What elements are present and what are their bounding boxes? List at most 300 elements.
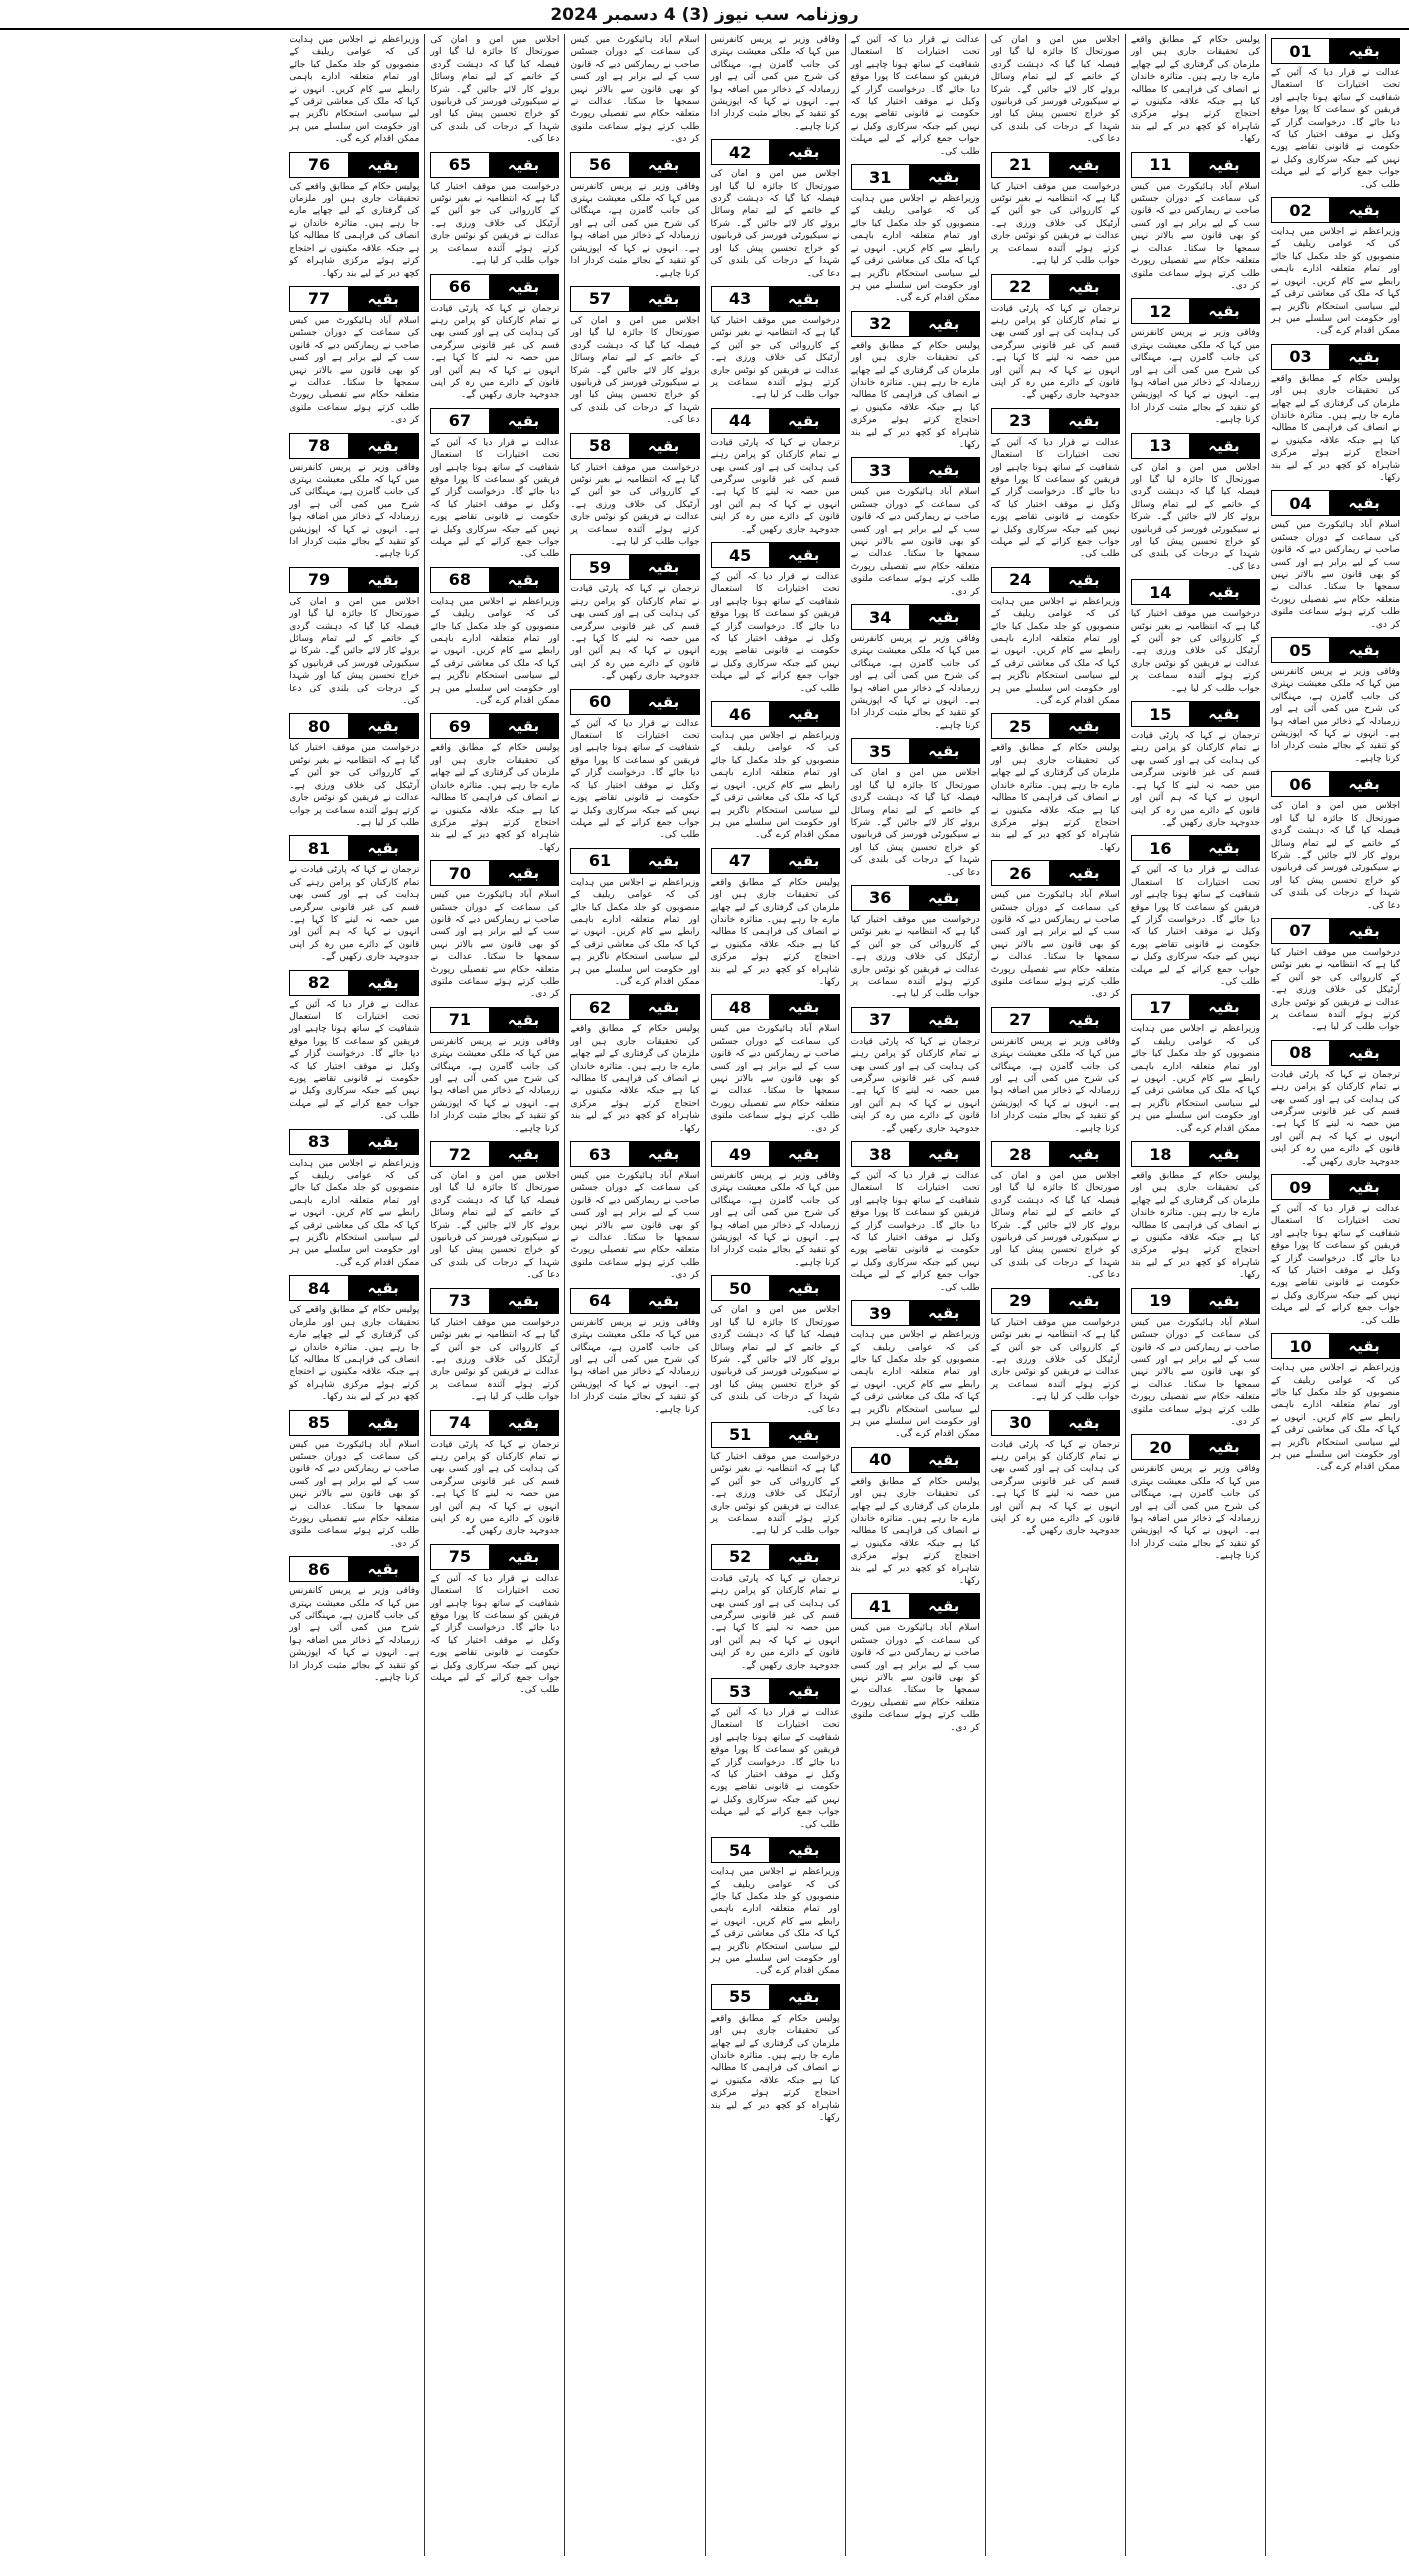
baqiya-tag [289,286,419,312]
baqiya-label: بقیہ [1049,153,1119,177]
continuation-text: درخواست میں موقف اختیار کیا گیا ہے کہ انتظامیہ نے بغیر نوٹس کے کارروائی کی جو آئین کے آرٹیکل کی خلاف ورزی ہے۔ عدالت نے فریقین کو نوٹس جاری کرتے ہوئے آئندہ سماعت پر جواب طلب کر لیا ہے۔ [710,1451,840,1537]
continuation-text: پولیس حکام کے مطابق واقعے کی تحقیقات جاری ہیں اور ملزمان کی گرفتاری کے لیے چھاپے مارے جا رہے ہیں۔ متاثرہ خاندان نے انصاف کی فراہمی کا مطالبہ کیا ہے جبکہ علاقہ مکینوں نے احتجاج کرتے ہوئے مرکزی شاہراہ کو کچھ دیر کے لیے بند رکھا۔ [1130,35,1260,145]
baqiya-label: بقیہ [348,971,418,995]
baqiya-tag [430,1288,559,1314]
continuation-number: 59 [571,555,628,579]
baqiya-label: بقیہ [348,568,418,592]
continuation-text: وفاقی وزیر نے پریس کانفرنس میں کہا کہ ملکی معیشت بہتری کی جانب گامزن ہے، مہنگائی کی شرح میں کمی آئی ہے اور زرمبادلہ کے ذخائر میں اضافہ ہوا ہے۔ انہوں نے کہا کہ اپوزیشن کو تنقید کے بجائے مثبت کردار ادا کرنا چاہیے۔ [710,35,840,132]
baqiya-tag [711,408,840,434]
continuation-text: اسلام آباد ہائیکورٹ میں کیس کی سماعت کے دوران جسٹس صاحب نے ریمارکس دیے کہ قانون سب کے لیے برابر ہے اور کسی کو بھی قانون سے بالاتر نہیں سمجھا جا سکتا۔ عدالت نے متعلقہ حکام سے تفصیلی رپورٹ طلب کرتے ہوئے سماعت ملتوی کر دی۔ [1130,181,1260,291]
continuation-text: وفاقی وزیر نے پریس کانفرنس میں کہا کہ ملکی معیشت بہتری کی جانب گامزن ہے، مہنگائی کی شرح میں کمی آئی ہے اور زرمبادلہ کے ذخائر میں اضافہ ہوا ہے۔ انہوں نے کہا کہ اپوزیشن کو تنقید کے بجائے مثبت کردار ادا کرنا چاہیے۔ [1270,667,1400,764]
continuation-number: 49 [712,1142,769,1166]
baqiya-tag [991,1288,1120,1314]
continuation-block [289,282,419,427]
continuation-block [991,148,1120,268]
baqiya-label: بقیہ [1189,434,1259,458]
baqiya-label: بقیہ [1049,714,1119,738]
continuation-block [430,709,559,854]
continuation-text: اسلام آباد ہائیکورٹ میں کیس کی سماعت کے دوران جسٹس صاحب نے ریمارکس دیے کہ قانون سب کے لیے برابر ہے اور کسی کو بھی قانون سے بالاتر نہیں سمجھا جا سکتا۔ عدالت نے متعلقہ حکام سے تفصیلی رپورٹ طلب کرتے ہوئے سماعت ملتوی کر دی۔ [430,890,560,1000]
continuation-number: 82 [290,971,348,995]
baqiya-label: بقیہ [348,1130,418,1154]
continuation-block [1131,1284,1260,1429]
continuation-number: 07 [1272,919,1329,943]
continuation-block [289,966,419,1123]
continuation-number: 56 [571,153,628,177]
continuation-text: درخواست میں موقف اختیار کیا گیا ہے کہ انتظامیہ نے بغیر نوٹس کے کارروائی کی جو آئین کے آرٹیکل کی خلاف ورزی ہے۔ عدالت نے فریقین کو نوٹس جاری کرتے ہوئے آئندہ سماعت پر جواب طلب کر لیا ہے۔ [430,181,560,267]
baqiya-tag [289,567,419,593]
continuation-text: درخواست میں موقف اختیار کیا گیا ہے کہ انتظامیہ نے بغیر نوٹس کے کارروائی کی جو آئین کے آرٹیکل کی خلاف ورزی ہے۔ عدالت نے فریقین کو نوٹس جاری کرتے ہوئے آئندہ سماعت پر جواب طلب کر لیا ہے۔ [1130,609,1260,694]
baqiya-label: بقیہ [1329,198,1399,222]
baqiya-label: بقیہ [1329,1041,1399,1065]
continuation-block [570,685,699,842]
continuation-number: 46 [712,702,769,726]
baqiya-tag [711,286,840,312]
continuation-text: وزیراعظم نے اجلاس میں ہدایت کی کہ عوامی ریلیف کے منصوبوں کو جلد مکمل کیا جائے اور تمام متعلقہ ادارے باہمی رابطے سے کام کریں۔ انہوں نے کہا کہ ملک کی معاشی ترقی کے لیے سیاسی استحکام ناگزیر ہے اور حکومت اس سلسلے میں ہر ممکن اقدام کرے گی۔ [710,731,840,841]
continuation-text: ترجمان نے کہا کہ پارٹی قیادت نے تمام کارکنان کو پرامن رہنے کی ہدایت کی ہے اور کسی بھی قسم کی غیر قانونی سرگرمی میں حصہ نہ لینے کا کہا ہے۔ انہوں نے کہا کہ ہم آئین اور قانون کے دائرے میں رہ کر اپنی جدوجہد جاری رکھیں گے۔ [710,437,840,535]
continuation-block [1271,1170,1400,1327]
continuation-block [430,270,559,402]
continuation-text: اسلام آباد ہائیکورٹ میں کیس کی سماعت کے دوران جسٹس صاحب نے ریمارکس دیے کہ قانون سب کے لیے برابر ہے اور کسی کو بھی قانون سے بالاتر نہیں سمجھا جا سکتا۔ عدالت نے متعلقہ حکام سے تفصیلی رپورٹ طلب کرتے ہوئے سماعت ملتوی کر دی۔ [990,890,1120,1000]
continuation-number: 58 [571,434,628,458]
continuation-text: عدالت نے قرار دیا کہ آئین کے تحت اختیارات کا استعمال شفافیت کے ساتھ ہونا چاہیے اور فریقین کو سماعت کا پورا موقع دیا جائے گا۔ درخواست گزار کے وکیل نے موقف اختیار کیا کہ حکومت نے قانونی تقاضے پورے نہیں کیے جبکہ سرکاری وکیل نے جواب جمع کرانے کے لیے مہلت طلب کی۔ [430,437,560,560]
continuation-text: وفاقی وزیر نے پریس کانفرنس میں کہا کہ ملکی معیشت بہتری کی جانب گامزن ہے، مہنگائی کی شرح میں کمی آئی ہے اور زرمبادلہ کے ذخائر میں اضافہ ہوا ہے۔ انہوں نے کہا کہ اپوزیشن کو تنقید کے بجائے مثبت کردار ادا کرنا چاہیے۔ [289,462,420,560]
continuation-text: اسلام آباد ہائیکورٹ میں کیس کی سماعت کے دوران جسٹس صاحب نے ریمارکس دیے کہ قانون سب کے لیے برابر ہے اور کسی کو بھی قانون سے بالاتر نہیں سمجھا جا سکتا۔ عدالت نے متعلقہ حکام سے تفصیلی رپورٹ طلب کرتے ہوئے سماعت ملتوی کر دی۔ [289,315,420,426]
continuation-text: درخواست میں موقف اختیار کیا گیا ہے کہ انتظامیہ نے بغیر نوٹس کے کارروائی کی جو آئین کے آرٹیکل کی خلاف ورزی ہے۔ عدالت نے فریقین کو نوٹس جاری کرتے ہوئے آئندہ سماعت پر جواب طلب کر لیا ہے۔ [990,1317,1120,1403]
continuation-text: اسلام آباد ہائیکورٹ میں کیس کی سماعت کے دوران جسٹس صاحب نے ریمارکس دیے کہ قانون سب کے لیے برابر ہے اور کسی کو بھی قانون سے بالاتر نہیں سمجھا جا سکتا۔ عدالت نے متعلقہ حکام سے تفصیلی رپورٹ طلب کرتے ہوئے سماعت ملتوی کر دی۔ [570,35,700,145]
continuation-number: 67 [431,409,488,433]
continuation-text: پولیس حکام کے مطابق واقعے کی تحقیقات جاری ہیں اور ملزمان کی گرفتاری کے لیے چھاپے مارے جا رہے ہیں۔ متاثرہ خاندان نے انصاف کی فراہمی کا مطالبہ کیا ہے جبکہ علاقہ مکینوں نے احتجاج کرتے ہوئے مرکزی شاہراہ کو کچھ دیر کے لیے بند رکھا۔ [710,2013,840,2123]
continuation-block [1271,1329,1400,1474]
continuation-number: 26 [992,861,1049,885]
continuation-number: 01 [1272,39,1329,63]
continuation-block [570,429,699,549]
baqiya-label: بقیہ [1189,836,1259,860]
continuation-block [851,881,980,1001]
continuation-block [289,563,419,708]
continuation-block [430,563,559,708]
continuation-number: 83 [290,1130,348,1154]
baqiya-tag [711,1678,840,1704]
continuation-block [851,1137,980,1294]
continuation-number: 14 [1132,580,1189,604]
news-column [845,34,985,2556]
continuation-number: 60 [571,690,628,714]
baqiya-label: بقیہ [1049,568,1119,592]
continuation-block [711,1271,840,1416]
continuation-text: وزیراعظم نے اجلاس میں ہدایت کی کہ عوامی ریلیف کے منصوبوں کو جلد مکمل کیا جائے اور تمام متعلقہ ادارے باہمی رابطے سے کام کریں۔ انہوں نے کہا کہ ملک کی معاشی ترقی کے لیے سیاسی استحکام ناگزیر ہے اور حکومت اس سلسلے میں ہر ممکن اقدام کرے گی۔ [289,1158,420,1268]
continuation-text: اجلاس میں امن و امان کی صورتحال کا جائزہ لیا گیا اور فیصلہ کیا گیا کہ دہشت گردی کے خاتمے کے لیے تمام وسائل بروئے کار لائے جائیں گے۔ شرکا نے سیکیورٹی فورسز کی قربانیوں کو خراج تحسین پیش کیا اور شہدا کے درجات کی بلندی کی دعا کی۔ [710,169,840,279]
continuation-block [289,831,419,963]
continuation-block [430,34,559,146]
continuation-number: 79 [290,568,348,592]
continuation-number: 45 [712,543,769,567]
news-column [705,34,845,2556]
continuation-number: 70 [431,861,488,885]
continuation-block [1131,575,1260,695]
baqiya-label: بقیہ [1189,702,1259,726]
continuation-block [1131,1137,1260,1282]
baqiya-tag [711,848,840,874]
continuation-number: 42 [712,140,769,164]
continuation-number: 12 [1132,299,1189,323]
continuation-text: وفاقی وزیر نے پریس کانفرنس میں کہا کہ ملکی معیشت بہتری کی جانب گامزن ہے، مہنگائی کی شرح میں کمی آئی ہے اور زرمبادلہ کے ذخائر میں اضافہ ہوا ہے۔ انہوں نے کہا کہ اپوزیشن کو تنقید کے بجائے مثبت کردار ادا کرنا چاہیے۔ [710,1171,840,1268]
continuation-block [430,856,559,1001]
continuation-number: 76 [290,153,348,177]
baqiya-label: بقیہ [1189,1142,1259,1166]
continuation-text: اسلام آباد ہائیکورٹ میں کیس کی سماعت کے دوران جسٹس صاحب نے ریمارکس دیے کہ قانون سب کے لیے برابر ہے اور کسی کو بھی قانون سے بالاتر نہیں سمجھا جا سکتا۔ عدالت نے متعلقہ حکام سے تفصیلی رپورٹ طلب کرتے ہوئے سماعت ملتوی کر دی۔ [570,1171,700,1281]
continuation-text: اجلاس میں امن و امان کی صورتحال کا جائزہ لیا گیا اور فیصلہ کیا گیا کہ دہشت گردی کے خاتمے کے لیے تمام وسائل بروئے کار لائے جائیں گے۔ شرکا نے سیکیورٹی فورسز کی قربانیوں کو خراج تحسین پیش کیا اور شہدا کے درجات کی بلندی کی دعا کی۔ [1270,801,1400,911]
continuation-block [1271,1036,1400,1168]
baqiya-label: بقیہ [909,886,979,910]
continuation-number: 57 [571,287,628,311]
baqiya-label: بقیہ [489,568,559,592]
continuation-text: پولیس حکام کے مطابق واقعے کی تحقیقات جاری ہیں اور ملزمان کی گرفتاری کے لیے چھاپے مارے جا رہے ہیں۔ متاثرہ خاندان نے انصاف کی فراہمی کا مطالبہ کیا ہے جبکہ علاقہ مکینوں نے احتجاج کرتے ہوئے مرکزی شاہراہ کو کچھ دیر کے لیے بند رکھا۔ [850,340,980,450]
baqiya-tag [711,1984,840,2010]
baqiya-label: بقیہ [348,1276,418,1300]
continuation-number: 78 [290,434,348,458]
continuation-text: اسلام آباد ہائیکورٹ میں کیس کی سماعت کے دوران جسٹس صاحب نے ریمارکس دیے کہ قانون سب کے لیے برابر ہے اور کسی کو بھی قانون سے بالاتر نہیں سمجھا جا سکتا۔ عدالت نے متعلقہ حکام سے تفصیلی رپورٹ طلب کرتے ہوئے سماعت ملتوی کر دی۔ [710,1024,840,1134]
baqiya-label: بقیہ [1049,275,1119,299]
baqiya-tag [570,554,699,580]
baqiya-tag [289,1410,419,1436]
baqiya-label: بقیہ [1329,1334,1399,1358]
baqiya-tag [570,433,699,459]
baqiya-tag [289,713,419,739]
baqiya-tag [1131,1434,1260,1460]
news-column [424,34,564,2556]
continuation-text: وفاقی وزیر نے پریس کانفرنس میں کہا کہ ملکی معیشت بہتری کی جانب گامزن ہے، مہنگائی کی شرح میں کمی آئی ہے اور زرمبادلہ کے ذخائر میں اضافہ ہوا ہے۔ انہوں نے کہا کہ اپوزیشن کو تنقید کے بجائے مثبت کردار ادا کرنا چاہیے۔ [570,1317,700,1415]
continuation-number: 62 [571,995,628,1019]
continuation-number: 69 [431,714,488,738]
baqiya-label: بقیہ [769,1838,839,1862]
baqiya-label: بقیہ [909,312,979,336]
continuation-text: وفاقی وزیر نے پریس کانفرنس میں کہا کہ ملکی معیشت بہتری کی جانب گامزن ہے، مہنگائی کی شرح میں کمی آئی ہے اور زرمبادلہ کے ذخائر میں اضافہ ہوا ہے۔ انہوں نے کہا کہ اپوزیشن کو تنقید کے بجائے مثبت کردار ادا کرنا چاہیے۔ [1130,328,1260,426]
continuation-block [430,1137,559,1282]
continuation-number: 32 [852,312,909,336]
baqiya-label: بقیہ [489,1545,559,1569]
baqiya-label: بقیہ [769,849,839,873]
continuation-block [289,148,419,280]
continuation-text: عدالت نے قرار دیا کہ آئین کے تحت اختیارات کا استعمال شفافیت کے ساتھ ہونا چاہیے اور فریقین کو سماعت کا پورا موقع دیا جائے گا۔ درخواست گزار کے وکیل نے موقف اختیار کیا کہ حکومت نے قانونی تقاضے پورے نہیں کیے جبکہ سرکاری وکیل نے جواب جمع کرانے کے لیے مہلت طلب کی۔ [1270,1204,1400,1326]
continuation-number: 10 [1272,1334,1329,1358]
baqiya-label: بقیہ [489,714,559,738]
news-column [564,34,704,2556]
baqiya-label: بقیہ [909,605,979,629]
news-column [284,34,424,2556]
continuation-block [711,538,840,695]
continuation-number: 05 [1272,638,1329,662]
continuation-text: وزیراعظم نے اجلاس میں ہدایت کی کہ عوامی ریلیف کے منصوبوں کو جلد مکمل کیا جائے اور تمام متعلقہ ادارے باہمی رابطے سے کام کریں۔ انہوں نے کہا کہ ملک کی معاشی ترقی کے لیے سیاسی استحکام ناگزیر ہے اور حکومت اس سلسلے میں ہر ممکن اقدام کرے گی۔ [850,194,980,304]
news-column [1125,34,1265,2556]
continuation-block [991,1284,1120,1404]
continuation-block [711,844,840,989]
baqiya-label: بقیہ [629,690,699,714]
baqiya-label: بقیہ [1329,1175,1399,1199]
continuation-block [430,1406,559,1538]
continuation-number: 52 [712,1545,769,1569]
continuation-text: پولیس حکام کے مطابق واقعے کی تحقیقات جاری ہیں اور ملزمان کی گرفتاری کے لیے چھاپے مارے جا رہے ہیں۔ متاثرہ خاندان نے انصاف کی فراہمی کا مطالبہ کیا ہے جبکہ علاقہ مکینوں نے احتجاج کرتے ہوئے مرکزی شاہراہ کو کچھ دیر کے لیے بند رکھا۔ [850,1476,980,1586]
baqiya-tag [289,1556,419,1582]
baqiya-tag [851,1447,980,1473]
continuation-number: 08 [1272,1041,1329,1065]
continuation-block [991,34,1120,146]
continuation-block [711,697,840,842]
baqiya-label: بقیہ [1189,995,1259,1019]
continuation-number: 80 [290,714,348,738]
baqiya-tag [430,1141,559,1167]
continuation-text: پولیس حکام کے مطابق واقعے کی تحقیقات جاری ہیں اور ملزمان کی گرفتاری کے لیے چھاپے مارے جا رہے ہیں۔ متاثرہ خاندان نے انصاف کی فراہمی کا مطالبہ کیا ہے جبکہ علاقہ مکینوں نے احتجاج کرتے ہوئے مرکزی شاہراہ کو کچھ دیر کے لیے بند رکھا۔ [289,1305,420,1403]
baqiya-tag [289,433,419,459]
continuation-number: 17 [1132,995,1189,1019]
baqiya-label: بقیہ [489,1411,559,1435]
continuation-block [991,1406,1120,1538]
continuation-text: درخواست میں موقف اختیار کیا گیا ہے کہ انتظامیہ نے بغیر نوٹس کے کارروائی کی جو آئین کے آرٹیکل کی خلاف ورزی ہے۔ عدالت نے فریقین کو نوٹس جاری کرتے ہوئے آئندہ سماعت پر جواب طلب کر لیا ہے۔ [1270,947,1400,1033]
continuation-block [430,1003,559,1135]
continuation-number: 03 [1272,345,1329,369]
baqiya-tag [430,274,559,300]
continuation-text: وزیراعظم نے اجلاس میں ہدایت کی کہ عوامی ریلیف کے منصوبوں کو جلد مکمل کیا جائے اور تمام متعلقہ ادارے باہمی رابطے سے کام کریں۔ انہوں نے کہا کہ ملک کی معاشی ترقی کے لیے سیاسی استحکام ناگزیر ہے اور حکومت اس سلسلے میں ہر ممکن اقدام کرے گی۔ [430,596,560,707]
continuation-text: ترجمان نے کہا کہ پارٹی قیادت نے تمام کارکنان کو پرامن رہنے کی ہدایت کی ہے اور کسی بھی قسم کی غیر قانونی سرگرمی میں حصہ نہ لینے کا کہا ہے۔ انہوں نے کہا کہ ہم آئین اور قانون کے دائرے میں رہ کر اپنی جدوجہد جاری رکھیں گے۔ [430,1439,560,1537]
baqiya-label: بقیہ [629,434,699,458]
continuation-number: 36 [852,886,909,910]
baqiya-label: بقیہ [769,287,839,311]
baqiya-tag [1271,1333,1400,1359]
baqiya-tag [1271,771,1400,797]
baqiya-label: بقیہ [489,153,559,177]
baqiya-label: بقیہ [348,836,418,860]
baqiya-tag [430,860,559,886]
continuation-block [289,1552,419,1684]
baqiya-label: بقیہ [1049,409,1119,433]
baqiya-tag [289,1129,419,1155]
continuation-number: 41 [852,1594,909,1618]
continuation-text: پولیس حکام کے مطابق واقعے کی تحقیقات جاری ہیں اور ملزمان کی گرفتاری کے لیے چھاپے مارے جا رہے ہیں۔ متاثرہ خاندان نے انصاف کی فراہمی کا مطالبہ کیا ہے جبکہ علاقہ مکینوں نے احتجاج کرتے ہوئے مرکزی شاہراہ کو کچھ دیر کے لیے بند رکھا۔ [1270,373,1400,483]
continuation-block [570,1284,699,1416]
baqiya-label: بقیہ [769,140,839,164]
continuation-text: عدالت نے قرار دیا کہ آئین کے تحت اختیارات کا استعمال شفافیت کے ساتھ ہونا چاہیے اور فریقین کو سماعت کا پورا موقع دیا جائے گا۔ درخواست گزار کے وکیل نے موقف اختیار کیا کہ حکومت نے قانونی تقاضے پورے نہیں کیے جبکہ سرکاری وکیل نے جواب جمع کرانے کے لیے مہلت طلب کی۔ [570,718,700,841]
continuation-text: عدالت نے قرار دیا کہ آئین کے تحت اختیارات کا استعمال شفافیت کے ساتھ ہونا چاہیے اور فریقین کو سماعت کا پورا موقع دیا جائے گا۔ درخواست گزار کے وکیل نے موقف اختیار کیا کہ حکومت نے قانونی تقاضے پورے نہیں کیے جبکہ سرکاری وکیل نے جواب جمع کرانے کے لیے مہلت طلب کی۔ [990,437,1120,560]
continuation-text: اسلام آباد ہائیکورٹ میں کیس کی سماعت کے دوران جسٹس صاحب نے ریمارکس دیے کہ قانون سب کے لیے برابر ہے اور کسی کو بھی قانون سے بالاتر نہیں سمجھا جا سکتا۔ عدالت نے متعلقہ حکام سے تفصیلی رپورٹ طلب کرتے ہوئے سماعت ملتوی کر دی۔ [289,1439,420,1549]
continuation-number: 61 [571,849,628,873]
continuation-block [430,1284,559,1404]
continuation-number: 72 [431,1142,488,1166]
continuation-text: اسلام آباد ہائیکورٹ میں کیس کی سماعت کے دوران جسٹس صاحب نے ریمارکس دیے کہ قانون سب کے لیے برابر ہے اور کسی کو بھی قانون سے بالاتر نہیں سمجھا جا سکتا۔ عدالت نے متعلقہ حکام سے تفصیلی رپورٹ طلب کرتے ہوئے سماعت ملتوی کر دی۔ [1270,520,1400,630]
continuation-block [1271,193,1400,338]
baqiya-label: بقیہ [909,1142,979,1166]
continuation-block [711,1674,840,1831]
continuation-number: 31 [852,165,909,189]
baqiya-tag [1271,38,1400,64]
continuation-number: 15 [1132,702,1189,726]
continuation-number: 81 [290,836,348,860]
continuation-text: ترجمان نے کہا کہ پارٹی قیادت نے تمام کارکنان کو پرامن رہنے کی ہدایت کی ہے اور کسی بھی قسم کی غیر قانونی سرگرمی میں حصہ نہ لینے کا کہا ہے۔ انہوں نے کہا کہ ہم آئین اور قانون کے دائرے میں رہ کر اپنی جدوجہد جاری رکھیں گے۔ [1130,731,1260,828]
baqiya-tag [289,970,419,996]
baqiya-tag [711,542,840,568]
continuation-block [1271,914,1400,1034]
continuation-number: 68 [431,568,488,592]
continuation-block [289,34,419,146]
baqiya-tag [711,1422,840,1448]
baqiya-label: بقیہ [348,714,418,738]
baqiya-label: بقیہ [769,1423,839,1447]
continuation-number: 33 [852,458,909,482]
continuation-text: وفاقی وزیر نے پریس کانفرنس میں کہا کہ ملکی معیشت بہتری کی جانب گامزن ہے، مہنگائی کی شرح میں کمی آئی ہے اور زرمبادلہ کے ذخائر میں اضافہ ہوا ہے۔ انہوں نے کہا کہ اپوزیشن کو تنقید کے بجائے مثبت کردار ادا کرنا چاہیے۔ [1130,1464,1260,1562]
continuation-block [851,734,980,879]
continuation-number: 29 [992,1289,1049,1313]
continuation-block [1271,340,1400,485]
continuation-text: ترجمان نے کہا کہ پارٹی قیادت نے تمام کارکنان کو پرامن رہنے کی ہدایت کی ہے اور کسی بھی قسم کی غیر قانونی سرگرمی میں حصہ نہ لینے کا کہا ہے۔ انہوں نے کہا کہ ہم آئین اور قانون کے دائرے میں رہ کر اپنی جدوجہد جاری رکھیں گے۔ [710,1573,840,1671]
continuation-text: پولیس حکام کے مطابق واقعے کی تحقیقات جاری ہیں اور ملزمان کی گرفتاری کے لیے چھاپے مارے جا رہے ہیں۔ متاثرہ خاندان نے انصاف کی فراہمی کا مطالبہ کیا ہے جبکہ علاقہ مکینوں نے احتجاج کرتے ہوئے مرکزی شاہراہ کو کچھ دیر کے لیے بند رکھا۔ [289,181,420,279]
continuation-number: 27 [992,1008,1049,1032]
baqiya-tag [1271,197,1400,223]
baqiya-label: بقیہ [1049,1008,1119,1032]
baqiya-label: بقیہ [909,165,979,189]
baqiya-tag [1271,1040,1400,1066]
baqiya-label: بقیہ [909,1301,979,1325]
continuation-text: اجلاس میں امن و امان کی صورتحال کا جائزہ لیا گیا اور فیصلہ کیا گیا کہ دہشت گردی کے خاتمے کے لیے تمام وسائل بروئے کار لائے جائیں گے۔ شرکا نے سیکیورٹی فورسز کی قربانیوں کو خراج تحسین پیش کیا اور شہدا کے درجات کی بلندی کی دعا کی۔ [430,1171,560,1281]
continuation-text: عدالت نے قرار دیا کہ آئین کے تحت اختیارات کا استعمال شفافیت کے ساتھ ہونا چاہیے اور فریقین کو سماعت کا پورا موقع دیا جائے گا۔ درخواست گزار کے وکیل نے موقف اختیار کیا کہ حکومت نے قانونی تقاضے پورے نہیں کیے جبکہ سرکاری وکیل نے جواب جمع کرانے کے لیے مہلت طلب کی۔ [1270,68,1400,190]
continuation-text: ترجمان نے کہا کہ پارٹی قیادت نے تمام کارکنان کو پرامن رہنے کی ہدایت کی ہے اور کسی بھی قسم کی غیر قانونی سرگرمی میں حصہ نہ لینے کا کہا ہے۔ انہوں نے کہا کہ ہم آئین اور قانون کے دائرے میں رہ کر اپنی جدوجہد جاری رکھیں گے۔ [570,584,700,682]
baqiya-label: بقیہ [629,287,699,311]
continuation-text: پولیس حکام کے مطابق واقعے کی تحقیقات جاری ہیں اور ملزمان کی گرفتاری کے لیے چھاپے مارے جا رہے ہیں۔ متاثرہ خاندان نے انصاف کی فراہمی کا مطالبہ کیا ہے جبکہ علاقہ مکینوں نے احتجاج کرتے ہوئے مرکزی شاہراہ کو کچھ دیر کے لیے بند رکھا۔ [990,743,1120,853]
continuation-text: درخواست میں موقف اختیار کیا گیا ہے کہ انتظامیہ نے بغیر نوٹس کے کارروائی کی جو آئین کے آرٹیکل کی خلاف ورزی ہے۔ عدالت نے فریقین کو نوٹس جاری کرتے ہوئے آئندہ سماعت پر جواب طلب کر لیا ہے۔ [430,1317,560,1403]
continuation-block [851,307,980,452]
baqiya-tag [430,567,559,593]
continuation-text: اجلاس میں امن و امان کی صورتحال کا جائزہ لیا گیا اور فیصلہ کیا گیا کہ دہشت گردی کے خاتمے کے لیے تمام وسائل بروئے کار لائے جائیں گے۔ شرکا نے سیکیورٹی فورسز کی قربانیوں کو خراج تحسین پیش کیا اور شہدا کے درجات کی بلندی کی دعا کی۔ [430,35,560,145]
baqiya-tag [430,1410,559,1436]
baqiya-label: بقیہ [1329,345,1399,369]
continuation-block [991,270,1120,402]
continuation-text: وزیراعظم نے اجلاس میں ہدایت کی کہ عوامی ریلیف کے منصوبوں کو جلد مکمل کیا جائے اور تمام متعلقہ ادارے باہمی رابطے سے کام کریں۔ انہوں نے کہا کہ ملک کی معاشی ترقی کے لیے سیاسی استحکام ناگزیر ہے اور حکومت اس سلسلے میں ہر ممکن اقدام کرے گی۔ [1130,1024,1260,1134]
baqiya-tag [1131,152,1260,178]
continuation-number: 43 [712,287,769,311]
baqiya-label: بقیہ [489,409,559,433]
baqiya-label: بقیہ [769,1276,839,1300]
continuation-number: 48 [712,995,769,1019]
continuation-number: 23 [992,409,1049,433]
continuation-text: اسلام آباد ہائیکورٹ میں کیس کی سماعت کے دوران جسٹس صاحب نے ریمارکس دیے کہ قانون سب کے لیے برابر ہے اور کسی کو بھی قانون سے بالاتر نہیں سمجھا جا سکتا۔ عدالت نے متعلقہ حکام سے تفصیلی رپورٹ طلب کرتے ہوئے سماعت ملتوی کر دی۔ [850,1623,980,1733]
news-columns [4,34,1405,2556]
baqiya-label: بقیہ [1329,638,1399,662]
baqiya-label: بقیہ [489,861,559,885]
continuation-text: عدالت نے قرار دیا کہ آئین کے تحت اختیارات کا استعمال شفافیت کے ساتھ ہونا چاہیے اور فریقین کو سماعت کا پورا موقع دیا جائے گا۔ درخواست گزار کے وکیل نے موقف اختیار کیا کہ حکومت نے قانونی تقاضے پورے نہیں کیے جبکہ سرکاری وکیل نے جواب جمع کرانے کے لیے مہلت طلب کی۔ [710,1708,840,1830]
baqiya-tag [430,1007,559,1033]
baqiya-tag [570,848,699,874]
baqiya-label: بقیہ [489,1142,559,1166]
continuation-number: 66 [431,275,488,299]
continuation-text: پولیس حکام کے مطابق واقعے کی تحقیقات جاری ہیں اور ملزمان کی گرفتاری کے لیے چھاپے مارے جا رہے ہیں۔ متاثرہ خاندان نے انصاف کی فراہمی کا مطالبہ کیا ہے جبکہ علاقہ مکینوں نے احتجاج کرتے ہوئے مرکزی شاہراہ کو کچھ دیر کے لیے بند رکھا۔ [710,877,840,987]
baqiya-tag [851,311,980,337]
continuation-block [1271,633,1400,765]
continuation-number: 44 [712,409,769,433]
continuation-text: وزیراعظم نے اجلاس میں ہدایت کی کہ عوامی ریلیف کے منصوبوں کو جلد مکمل کیا جائے اور تمام متعلقہ ادارے باہمی رابطے سے کام کریں۔ انہوں نے کہا کہ ملک کی معاشی ترقی کے لیے سیاسی استحکام ناگزیر ہے اور حکومت اس سلسلے میں ہر ممکن اقدام کرے گی۔ [990,596,1120,707]
baqiya-tag [991,152,1120,178]
continuation-block [1271,34,1400,191]
baqiya-label: بقیہ [1049,1142,1119,1166]
baqiya-label: بقیہ [909,1008,979,1032]
continuation-text: درخواست میں موقف اختیار کیا گیا ہے کہ انتظامیہ نے بغیر نوٹس کے کارروائی کی جو آئین کے آرٹیکل کی خلاف ورزی ہے۔ عدالت نے فریقین کو نوٹس جاری کرتے ہوئے آئندہ سماعت پر جواب طلب کر لیا ہے۔ [710,315,840,401]
continuation-block [430,148,559,268]
baqiya-tag [570,1141,699,1167]
continuation-number: 22 [992,275,1049,299]
continuation-block [851,453,980,598]
baqiya-label: بقیہ [348,1557,418,1581]
baqiya-tag [570,689,699,715]
continuation-number: 19 [1132,1289,1189,1313]
continuation-number: 77 [290,287,348,311]
continuation-block [851,1589,980,1734]
baqiya-tag [570,1288,699,1314]
continuation-text: ترجمان نے کہا کہ پارٹی قیادت نے تمام کارکنان کو پرامن رہنے کی ہدایت کی ہے اور کسی بھی قسم کی غیر قانونی سرگرمی میں حصہ نہ لینے کا کہا ہے۔ انہوں نے کہا کہ ہم آئین اور قانون کے دائرے میں رہ کر اپنی جدوجہد جاری رکھیں گے۔ [990,1439,1120,1537]
baqiya-tag [711,1544,840,1570]
continuation-block [991,856,1120,1001]
baqiya-label: بقیہ [1049,861,1119,885]
baqiya-label: بقیہ [909,1594,979,1618]
baqiya-label: بقیہ [909,458,979,482]
continuation-number: 18 [1132,1142,1189,1166]
continuation-block [1131,148,1260,293]
continuation-block [711,1980,840,2125]
baqiya-label: بقیہ [909,1448,979,1472]
continuation-text: اجلاس میں امن و امان کی صورتحال کا جائزہ لیا گیا اور فیصلہ کیا گیا کہ دہشت گردی کے خاتمے کے لیے تمام وسائل بروئے کار لائے جائیں گے۔ شرکا نے سیکیورٹی فورسز کی قربانیوں کو خراج تحسین پیش کیا اور شہدا کے درجات کی بلندی کی دعا کی۔ [990,35,1120,145]
continuation-block [851,1296,980,1441]
continuation-block [991,404,1120,561]
continuation-block [570,1137,699,1282]
continuation-block [851,160,980,305]
continuation-text: وفاقی وزیر نے پریس کانفرنس میں کہا کہ ملکی معیشت بہتری کی جانب گامزن ہے، مہنگائی کی شرح میں کمی آئی ہے اور زرمبادلہ کے ذخائر میں اضافہ ہوا ہے۔ انہوں نے کہا کہ اپوزیشن کو تنقید کے بجائے مثبت کردار ادا کرنا چاہیے۔ [289,1586,420,1684]
continuation-block [289,1125,419,1270]
baqiya-tag [851,604,980,630]
continuation-number: 65 [431,153,488,177]
continuation-number: 54 [712,1838,769,1862]
continuation-block [430,1540,559,1697]
continuation-block [711,282,840,402]
continuation-text: پولیس حکام کے مطابق واقعے کی تحقیقات جاری ہیں اور ملزمان کی گرفتاری کے لیے چھاپے مارے جا رہے ہیں۔ متاثرہ خاندان نے انصاف کی فراہمی کا مطالبہ کیا ہے جبکہ علاقہ مکینوں نے احتجاج کرتے ہوئے مرکزی شاہراہ کو کچھ دیر کے لیے بند رکھا۔ [430,743,560,853]
baqiya-tag [1131,579,1260,605]
baqiya-label: بقیہ [769,1545,839,1569]
continuation-block [1131,34,1260,146]
continuation-block [711,1418,840,1538]
continuation-text: درخواست میں موقف اختیار کیا گیا ہے کہ انتظامیہ نے بغیر نوٹس کے کارروائی کی جو آئین کے آرٹیکل کی خلاف ورزی ہے۔ عدالت نے فریقین کو نوٹس جاری کرتے ہوئے آئندہ سماعت پر جواب طلب کر لیا ہے۔ [289,743,420,828]
baqiya-tag [430,408,559,434]
continuation-text: ترجمان نے کہا کہ پارٹی قیادت نے تمام کارکنان کو پرامن رہنے کی ہدایت کی ہے اور کسی بھی قسم کی غیر قانونی سرگرمی میں حصہ نہ لینے کا کہا ہے۔ انہوں نے کہا کہ ہم آئین اور قانون کے دائرے میں رہ کر اپنی جدوجہد جاری رکھیں گے۔ [850,1036,980,1134]
continuation-text: اجلاس میں امن و امان کی صورتحال کا جائزہ لیا گیا اور فیصلہ کیا گیا کہ دہشت گردی کے خاتمے کے لیے تمام وسائل بروئے کار لائے جائیں گے۔ شرکا نے سیکیورٹی فورسز کی قربانیوں کو خراج تحسین پیش کیا اور شہدا کے درجات کی بلندی کی دعا کی۔ [710,1305,840,1415]
continuation-number: 84 [290,1276,348,1300]
baqiya-label: بقیہ [629,555,699,579]
continuation-text: وزیراعظم نے اجلاس میں ہدایت کی کہ عوامی ریلیف کے منصوبوں کو جلد مکمل کیا جائے اور تمام متعلقہ ادارے باہمی رابطے سے کام کریں۔ انہوں نے کہا کہ ملک کی معاشی ترقی کے لیے سیاسی استحکام ناگزیر ہے اور حکومت اس سلسلے میں ہر ممکن اقدام کرے گی۔ [1270,227,1400,337]
baqiya-label: بقیہ [629,995,699,1019]
baqiya-tag [991,1141,1120,1167]
continuation-text: اجلاس میں امن و امان کی صورتحال کا جائزہ لیا گیا اور فیصلہ کیا گیا کہ دہشت گردی کے خاتمے کے لیے تمام وسائل بروئے کار لائے جائیں گے۔ شرکا نے سیکیورٹی فورسز کی قربانیوں کو خراج تحسین پیش کیا اور شہدا کے درجات کی بلندی کی دعا کی۔ [850,768,980,878]
continuation-number: 86 [290,1557,348,1581]
baqiya-tag [1131,835,1260,861]
baqiya-label: بقیہ [489,275,559,299]
continuation-text: پولیس حکام کے مطابق واقعے کی تحقیقات جاری ہیں اور ملزمان کی گرفتاری کے لیے چھاپے مارے جا رہے ہیں۔ متاثرہ خاندان نے انصاف کی فراہمی کا مطالبہ کیا ہے جبکہ علاقہ مکینوں نے احتجاج کرتے ہوئے مرکزی شاہراہ کو کچھ دیر کے لیے بند رکھا۔ [1130,1171,1260,1281]
continuation-block [570,844,699,989]
continuation-number: 28 [992,1142,1049,1166]
continuation-text: عدالت نے قرار دیا کہ آئین کے تحت اختیارات کا استعمال شفافیت کے ساتھ ہونا چاہیے اور فریقین کو سماعت کا پورا موقع دیا جائے گا۔ درخواست گزار کے وکیل نے موقف اختیار کیا کہ حکومت نے قانونی تقاضے پورے نہیں کیے جبکہ سرکاری وکیل نے جواب جمع کرانے کے لیے مہلت طلب کی۔ [850,35,980,157]
continuation-number: 51 [712,1423,769,1447]
continuation-number: 04 [1272,491,1329,515]
baqiya-tag [430,1544,559,1570]
baqiya-label: بقیہ [489,1289,559,1313]
continuation-number: 20 [1132,1435,1189,1459]
baqiya-tag [711,1837,840,1863]
baqiya-tag [1271,344,1400,370]
baqiya-label: بقیہ [769,409,839,433]
continuation-text: اجلاس میں امن و امان کی صورتحال کا جائزہ لیا گیا اور فیصلہ کیا گیا کہ دہشت گردی کے خاتمے کے لیے تمام وسائل بروئے کار لائے جائیں گے۔ شرکا نے سیکیورٹی فورسز کی قربانیوں کو خراج تحسین پیش کیا اور شہدا کے درجات کی بلندی کی دعا کی۔ [990,1171,1120,1281]
baqiya-tag [851,1007,980,1033]
